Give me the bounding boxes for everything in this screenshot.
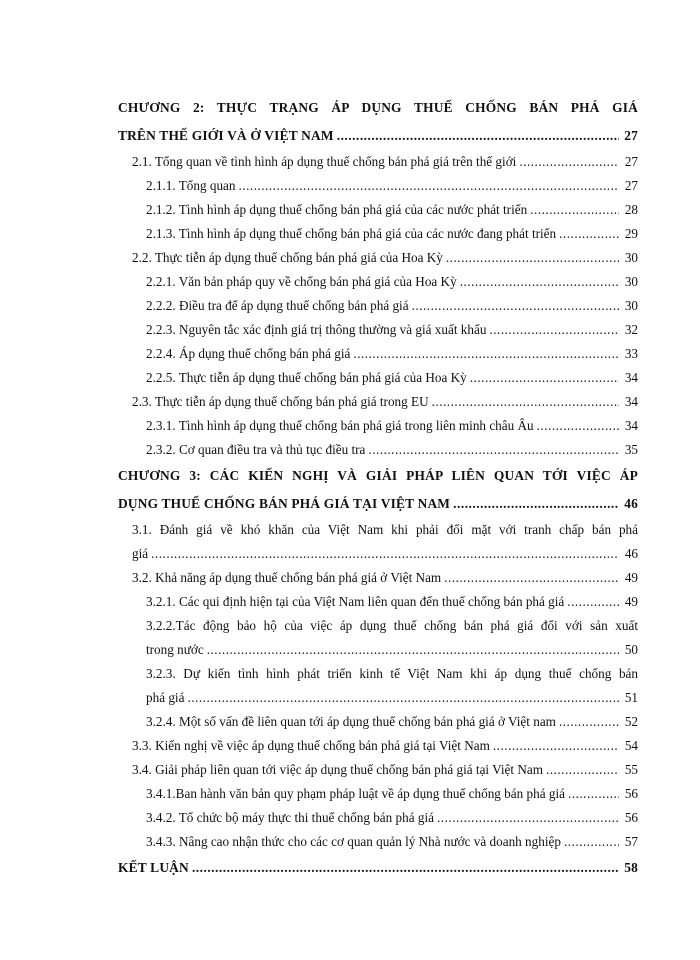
- toc-entry-title: 3.3. Kiến nghị về việc áp dụng thuế chống bán phá giá tại Việt Nam: [132, 738, 490, 753]
- toc-entry-continuation[interactable]: [118, 686, 638, 710]
- toc-entry-title: 3.4.3. Nâng cao nhận thức cho các cơ quan quản lý Nhà nước và doanh nghiệp: [146, 834, 561, 849]
- toc-entry-title: 2.2. Thực tiễn áp dụng thuế chống bán phá giá của Hoa Kỳ: [132, 250, 443, 265]
- dot-leader: [470, 366, 619, 390]
- dot-leader: [564, 830, 619, 854]
- toc-subsection-entry[interactable]: [118, 198, 638, 222]
- toc-page-number: 30: [624, 298, 638, 313]
- toc-subsection-entry[interactable]: [118, 438, 638, 462]
- toc-entry-title: 2.3.2. Cơ quan điều tra và thủ tục điều tra: [146, 442, 366, 457]
- dot-leader: [559, 222, 619, 246]
- toc-page-number: 34: [624, 418, 638, 433]
- dot-leader: [368, 438, 619, 462]
- toc-page-number: 27: [624, 178, 638, 193]
- dot-leader: [460, 270, 619, 294]
- toc-entry-title: giá: [132, 546, 149, 561]
- toc-subsection-entry[interactable]: [118, 174, 638, 198]
- dot-leader: [437, 806, 619, 830]
- toc-entry-title: 2.2.2. Điều tra để áp dụng thuế chống bán phá giá: [146, 298, 409, 313]
- toc-page-number: 49: [624, 594, 638, 609]
- dot-leader: [489, 318, 619, 342]
- toc-page-number: 27: [624, 128, 638, 143]
- toc-entry-title: CHƯƠNG 3: CÁC KIẾN NGHỊ VÀ GIẢI PHÁP LIÊN QUAN TỚI VIỆC ÁP: [118, 468, 638, 483]
- toc-entry-title: 3.2.2.Tác động bảo hộ của việc áp dụng thuế chống bán phá giá đối với sản xuất: [146, 618, 638, 633]
- toc-entry-continuation[interactable]: [118, 638, 638, 662]
- toc-entry-title: 3.4. Giải pháp liên quan tới việc áp dụng thuế chống bán phá giá tại Việt Nam: [132, 762, 543, 777]
- toc-subsection-entry[interactable]: [118, 830, 638, 854]
- toc-subsection-entry[interactable]: [118, 662, 638, 686]
- toc-entry-title: 2.2.4. Áp dụng thuế chống bán phá giá: [146, 346, 351, 361]
- toc-section-entry[interactable]: [118, 150, 638, 174]
- toc-subsection-entry[interactable]: [118, 590, 638, 614]
- toc-chapter-heading[interactable]: [118, 854, 638, 882]
- dot-leader: [444, 566, 619, 590]
- dot-leader: [493, 734, 619, 758]
- toc-subsection-entry[interactable]: [118, 222, 638, 246]
- toc-entry-title: 3.2.3. Dự kiến tình hình phát triển kinh tế Việt Nam khi áp dụng thuế chống bán: [146, 666, 638, 681]
- toc-entry-title: 2.3. Thực tiễn áp dụng thuế chống bán phá giá trong EU: [132, 394, 429, 409]
- dot-leader: [432, 390, 619, 414]
- toc-entry-title: DỤNG THUẾ CHỐNG BÁN PHÁ GIÁ TẠI VIỆT NAM: [118, 496, 451, 511]
- toc-page-number: 55: [624, 762, 638, 777]
- toc-entry-title: 2.2.3. Nguyên tắc xác định giá trị thông thường và giá xuất khẩu: [146, 322, 487, 337]
- toc-section-entry[interactable]: [118, 734, 638, 758]
- toc-entry-title: 3.4.2. Tổ chức bộ máy thực thi thuế chống bán phá giá: [146, 810, 434, 825]
- toc-entry-continuation[interactable]: [118, 542, 638, 566]
- dot-leader: [537, 414, 619, 438]
- toc-entry-title: 2.1.2. Tình hình áp dụng thuế chống bán phá giá của các nước phát triển: [146, 202, 528, 217]
- toc-entry-title: 3.2.1. Các qui định hiện tại của Việt Nam liên quan đến thuế chống bán phá giá: [146, 594, 565, 609]
- toc-page-number: 28: [624, 202, 638, 217]
- dot-leader: [568, 782, 619, 806]
- dot-leader: [412, 294, 619, 318]
- toc-entry-title: CHƯƠNG 2: THỰC TRẠNG ÁP DỤNG THUẾ CHỐNG BÁN PHÁ GIÁ: [118, 100, 638, 115]
- dot-leader: [530, 198, 619, 222]
- toc-page-number: 30: [624, 274, 638, 289]
- toc-entry-title: 2.2.1. Văn bản pháp quy về chống bán phá giá của Hoa Kỳ: [146, 274, 457, 289]
- toc-page-number: 56: [624, 786, 638, 801]
- dot-leader: [353, 342, 619, 366]
- toc-entry-title: TRÊN THẾ GIỚI VÀ Ở VIỆT NAM: [118, 128, 334, 143]
- dot-leader: [187, 686, 619, 710]
- table-of-contents: [118, 94, 638, 882]
- dot-leader: [192, 854, 619, 882]
- toc-subsection-entry[interactable]: [118, 342, 638, 366]
- toc-entry-title: 2.1.3. Tình hình áp dụng thuế chống bán phá giá của các nước đang phát triển: [146, 226, 557, 241]
- toc-subsection-entry[interactable]: [118, 318, 638, 342]
- toc-subsection-entry[interactable]: [118, 710, 638, 734]
- toc-entry-title: trong nước: [146, 642, 204, 657]
- toc-chapter-heading[interactable]: [118, 462, 638, 490]
- toc-entry-title: 3.4.1.Ban hành văn bản quy phạm pháp luật về áp dụng thuế chống bán phá giá: [146, 786, 565, 801]
- dot-leader: [546, 758, 619, 782]
- toc-page-number: 27: [624, 154, 638, 169]
- toc-entry-title: phá giá: [146, 690, 185, 705]
- toc-page-number: 52: [624, 714, 638, 729]
- toc-page-number: 34: [624, 370, 638, 385]
- dot-leader: [207, 638, 619, 662]
- toc-section-entry[interactable]: [118, 566, 638, 590]
- toc-chapter-heading[interactable]: [118, 94, 638, 122]
- toc-entry-title: KẾT LUẬN: [118, 860, 189, 875]
- toc-section-entry[interactable]: [118, 390, 638, 414]
- dot-leader: [151, 542, 619, 566]
- toc-page-number: 56: [624, 810, 638, 825]
- toc-subsection-entry[interactable]: [118, 270, 638, 294]
- toc-subsection-entry[interactable]: [118, 614, 638, 638]
- toc-subsection-entry[interactable]: [118, 782, 638, 806]
- dot-leader: [519, 150, 619, 174]
- toc-page-number: 49: [624, 570, 638, 585]
- toc-page-number: 34: [624, 394, 638, 409]
- toc-page-number: 32: [624, 322, 638, 337]
- toc-page-number: 51: [624, 690, 638, 705]
- toc-entry-title: 2.3.1. Tình hình áp dụng thuế chống bán phá giá trong liên minh châu Âu: [146, 418, 534, 433]
- dot-leader: [453, 490, 619, 518]
- toc-entry-title: 3.2. Khả năng áp dụng thuế chống bán phá giá ở Việt Nam: [132, 570, 442, 585]
- toc-subsection-entry[interactable]: [118, 366, 638, 390]
- toc-page-number: 46: [624, 546, 638, 561]
- toc-entry-title: 2.2.5. Thực tiễn áp dụng thuế chống bán phá giá của Hoa Kỳ: [146, 370, 467, 385]
- toc-page-number: 54: [624, 738, 638, 753]
- toc-section-entry[interactable]: [118, 518, 638, 542]
- toc-entry-title: 3.1. Đánh giá về khó khăn của Việt Nam khi phải đối mặt với tranh chấp bán phá: [132, 522, 638, 537]
- toc-page-number: 29: [624, 226, 638, 241]
- toc-chapter-heading-cont[interactable]: [118, 490, 638, 518]
- toc-page-number: 33: [624, 346, 638, 361]
- toc-subsection-entry[interactable]: [118, 294, 638, 318]
- dot-leader: [567, 590, 619, 614]
- dot-leader: [446, 246, 619, 270]
- toc-page-number: 57: [624, 834, 638, 849]
- toc-entry-title: 2.1. Tổng quan về tình hình áp dụng thuế chống bán phá giá trên thế giới: [132, 154, 517, 169]
- toc-entry-title: 2.1.1. Tổng quan: [146, 178, 236, 193]
- dot-leader: [559, 710, 619, 734]
- toc-page-number: 30: [624, 250, 638, 265]
- toc-subsection-entry[interactable]: [118, 806, 638, 830]
- toc-section-entry[interactable]: [118, 246, 638, 270]
- toc-entry-title: 3.2.4. Một số vấn đề liên quan tới áp dụng thuế chống bán phá giá ở Việt nam: [146, 714, 556, 729]
- toc-page-number: 35: [624, 442, 638, 457]
- dot-leader: [239, 174, 620, 198]
- toc-subsection-entry[interactable]: [118, 414, 638, 438]
- toc-page-number: 46: [624, 496, 638, 511]
- dot-leader: [337, 122, 619, 150]
- toc-page-number: 50: [624, 642, 638, 657]
- toc-chapter-heading-cont[interactable]: [118, 122, 638, 150]
- toc-page-number: 58: [624, 860, 638, 875]
- toc-section-entry[interactable]: [118, 758, 638, 782]
